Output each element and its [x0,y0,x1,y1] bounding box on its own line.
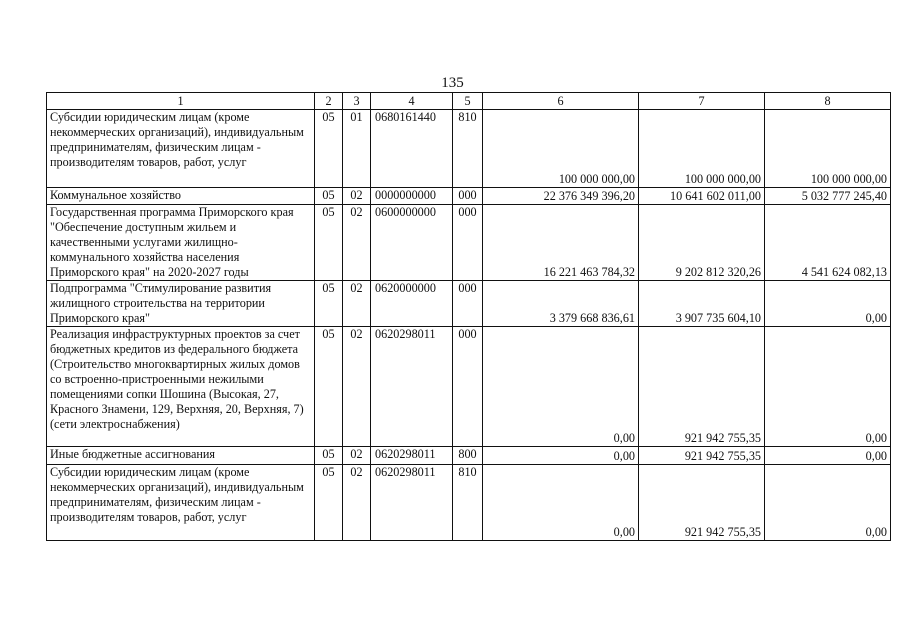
expense-type-code: 800 [453,447,483,465]
target-article-code: 0620298011 [371,447,453,465]
column-number-row [47,93,891,110]
subsection-code: 02 [343,447,371,465]
row-name: Иные бюджетные ассигнования [47,447,315,465]
column-header: 7 [639,93,765,110]
subsection-code: 01 [343,110,371,188]
amount-col6: 0,00 [483,447,639,465]
section-code: 05 [315,281,343,327]
target-article-code: 0620298011 [371,465,453,541]
expense-type-code: 000 [453,281,483,327]
expense-type-code: 000 [453,188,483,205]
amount-col8: 0,00 [765,465,891,541]
amount-col7: 9 202 812 320,26 [639,205,765,281]
column-header: 2 [315,93,343,110]
section-code: 05 [315,188,343,205]
table-row [47,447,891,465]
amount-col7: 10 641 602 011,00 [639,188,765,205]
row-name: Субсидии юридическим лицам (кроме некоммерческих организаций), индивидуальным предпринимателям, физическим лицам - производителям товаров, работ, услуг [47,110,315,188]
amount-col8: 5 032 777 245,40 [765,188,891,205]
expense-type-code: 000 [453,327,483,447]
amount-col7: 921 942 755,35 [639,447,765,465]
amount-col7: 3 907 735 604,10 [639,281,765,327]
amount-col8: 0,00 [765,281,891,327]
amount-col7: 100 000 000,00 [639,110,765,188]
row-name: Государственная программа Приморского края "Обеспечение доступным жильем и качественными услугами жилищно-коммунального хозяйства населения Приморского края" на 2020-2027 годы [47,205,315,281]
expense-type-code: 000 [453,205,483,281]
table-row [47,327,891,447]
amount-col7: 921 942 755,35 [639,465,765,541]
expense-type-code: 810 [453,110,483,188]
section-code: 05 [315,110,343,188]
row-name: Реализация инфраструктурных проектов за счет бюджетных кредитов из федерального бюджета (Строительство многоквартирных жилых домов со встроенно-пристроенными нежилыми помещениями сопки Шошина (Высокая, 27, Красного Знамени, 129, Верхняя, 20, Верхняя, 7) (сети электроснабжения) [47,327,315,447]
row-name: Подпрограмма "Стимулирование развития жилищного строительства на территории Приморского края" [47,281,315,327]
amount-col6: 0,00 [483,465,639,541]
table-row [47,281,891,327]
column-header: 1 [47,93,315,110]
section-code: 05 [315,447,343,465]
subsection-code: 02 [343,281,371,327]
amount-col6: 100 000 000,00 [483,110,639,188]
amount-col7: 921 942 755,35 [639,327,765,447]
amount-col8: 0,00 [765,447,891,465]
target-article-code: 0620000000 [371,281,453,327]
amount-col8: 100 000 000,00 [765,110,891,188]
column-header: 4 [371,93,453,110]
target-article-code: 0680161440 [371,110,453,188]
subsection-code: 02 [343,327,371,447]
section-code: 05 [315,327,343,447]
amount-col6: 0,00 [483,327,639,447]
row-name: Коммунальное хозяйство [47,188,315,205]
table-row [47,465,891,541]
table-row [47,110,891,188]
amount-col8: 4 541 624 082,13 [765,205,891,281]
subsection-code: 02 [343,205,371,281]
column-header: 8 [765,93,891,110]
target-article-code: 0600000000 [371,205,453,281]
target-article-code: 0620298011 [371,327,453,447]
table-row [47,205,891,281]
amount-col8: 0,00 [765,327,891,447]
subsection-code: 02 [343,465,371,541]
table-row [47,188,891,205]
row-name: Субсидии юридическим лицам (кроме некоммерческих организаций), индивидуальным предпринимателям, физическим лицам - производителям товаров, работ, услуг [47,465,315,541]
column-header: 6 [483,93,639,110]
section-code: 05 [315,205,343,281]
subsection-code: 02 [343,188,371,205]
column-header: 5 [453,93,483,110]
section-code: 05 [315,465,343,541]
column-header: 3 [343,93,371,110]
target-article-code: 0000000000 [371,188,453,205]
budget-table [46,92,891,541]
amount-col6: 3 379 668 836,61 [483,281,639,327]
page-number: 135 [441,75,464,91]
amount-col6: 22 376 349 396,20 [483,188,639,205]
expense-type-code: 810 [453,465,483,541]
amount-col6: 16 221 463 784,32 [483,205,639,281]
